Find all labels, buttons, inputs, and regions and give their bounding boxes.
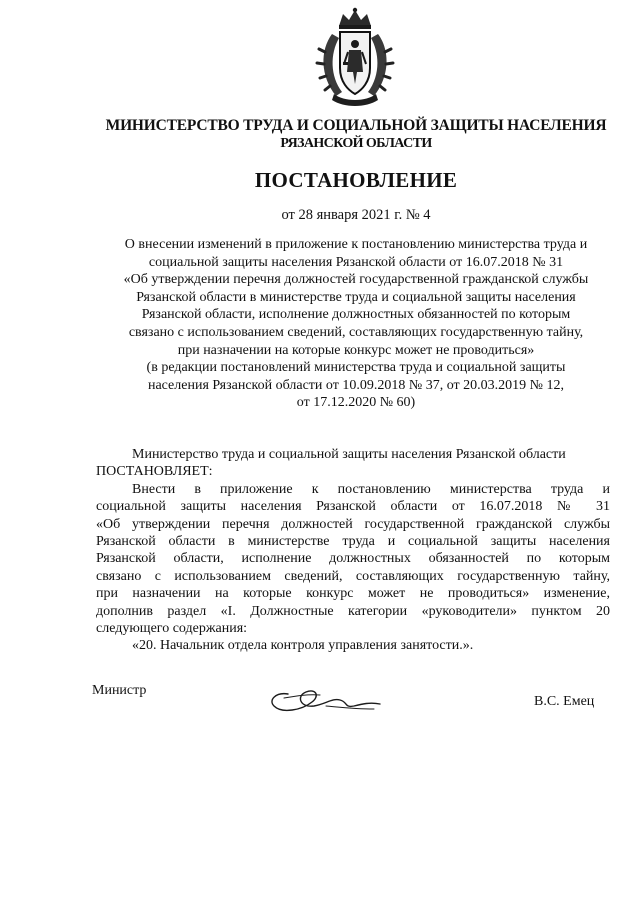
item-20: «20. Начальник отдела контроля управления занятости.». — [132, 638, 474, 654]
paragraph-line: дополнив раздел «I. Должностные категории «руководители» пунктом 20 — [96, 603, 610, 619]
signer-role: Министр — [92, 683, 147, 698]
document-date-number: от 28 января 2021 г. № 4 — [281, 207, 431, 223]
document-subject — [94, 236, 618, 412]
document-title: ПОСТАНОВЛЕНИЕ — [254, 168, 458, 192]
subject-line: связано с использованием сведений, составляющих государственную тайну, — [128, 324, 584, 340]
paragraph-line: социальной защиты населения Рязанской области от 16.07.2018 № 31 — [96, 499, 610, 515]
paragraph-line: Рязанской области, исполнение должностных обязанностей по которым — [96, 551, 610, 567]
subject-line: «Об утверждении перечня должностей государственной гражданской службы — [123, 272, 589, 288]
paragraph-line: Внести в приложение к постановлению министерства труда и — [132, 481, 610, 497]
subject-line: социальной защиты населения Рязанской области от 16.07.2018 № 31 — [148, 254, 564, 270]
subject-line: (в редакции постановлений министерства труда и социальной защиты — [146, 360, 566, 376]
subject-line: Рязанской области в министерстве труда и социальной защиты населения — [136, 289, 576, 305]
handwritten-signature-icon — [262, 676, 384, 720]
subject-line: населения Рязанской области от 10.09.2018 № 37, от 20.03.2019 № 12, — [147, 377, 565, 393]
signer-name: В.С. Емец — [534, 694, 595, 709]
coat-of-arms-icon — [312, 6, 398, 110]
preamble-line: Министерство труда и социальной защиты населения Рязанской области — [132, 447, 566, 462]
ministry-name: МИНИСТЕРСТВО ТРУДА И СОЦИАЛЬНОЙ ЗАЩИТЫ НАСЕЛЕНИЯ — [105, 117, 607, 134]
subject-line: при назначении на которые конкурс может не проводиться» — [177, 342, 535, 358]
paragraph-line: Рязанской области в министерстве труда и социальной защиты населения — [96, 534, 610, 550]
paragraph-line: «Об утверждении перечня должностей государственной гражданской службы — [96, 516, 610, 532]
paragraph-line: связано с использованием сведений, составляющих государственную тайну, — [96, 568, 610, 584]
ministry-region: РЯЗАНСКОЙ ОБЛАСТИ — [280, 136, 432, 151]
paragraph-line: следующего содержания: — [96, 621, 248, 637]
paragraph-line: при назначении на которые конкурс может не проводиться» изменение, — [96, 586, 610, 602]
resolution-word: ПОСТАНОВЛЯЕТ: — [96, 464, 213, 480]
subject-line: от 17.12.2020 № 60) — [296, 395, 416, 411]
document-body — [96, 446, 610, 655]
subject-line: О внесении изменений в приложение к постановлению министерства труда и — [124, 237, 588, 252]
subject-line: Рязанской области, исполнение должностных обязанностей по которым — [141, 307, 571, 323]
